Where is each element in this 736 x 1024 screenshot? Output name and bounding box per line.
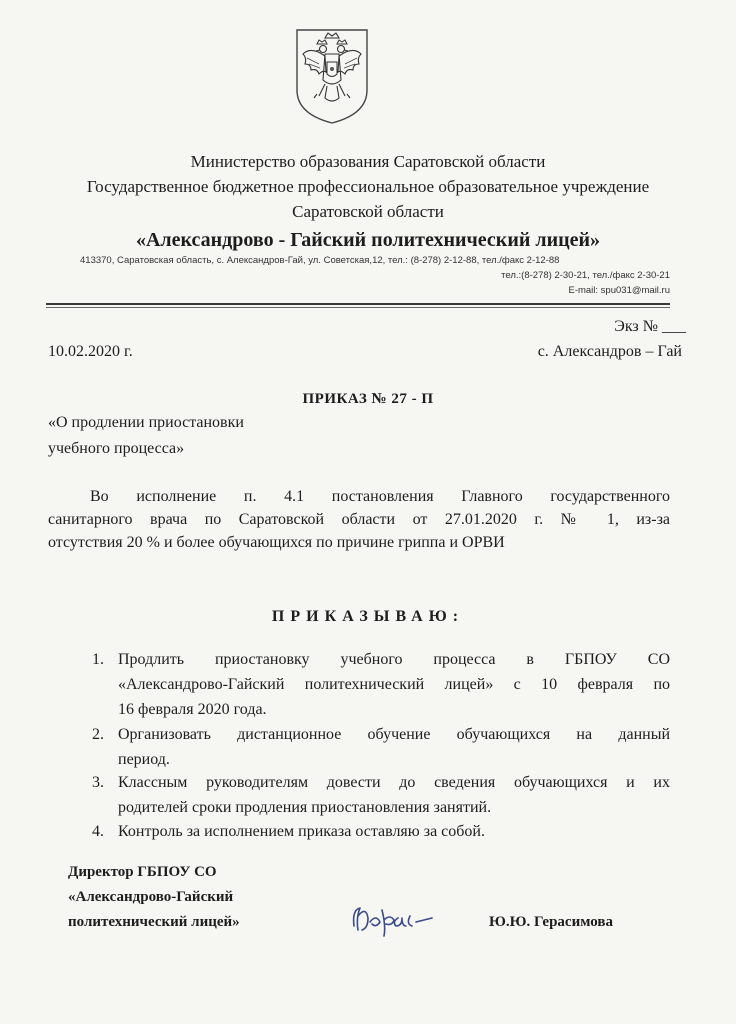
order-subject-line2: учебного процесса» [48,440,185,457]
preamble-line: Во исполнение п. 4.1 постановления Главного государственного [90,488,670,505]
item-line: «Александрово-Гайский политехнический лицей» с 10 февраля по [118,676,670,693]
item-line: Продлить приостановку учебного процесса в ГБПОУ СО [118,651,670,668]
school-address: 413370, Саратовская область, с. Александров-Гай, ул. Советская,12, тел.: (8-278) 2-12-88, тел./факс 2-12-88 [80,255,560,266]
ministry-name: Министерство образования Саратовской области [190,152,546,171]
item-line: период. [118,751,170,768]
school-phones: тел.:(8-278) 2-30-21, тел./факс 2-30-21 [501,270,670,281]
order-title: ПРИКАЗ № 27 - П [302,391,434,407]
item-line: Классным руководителям довести до сведения обучающихся и их [118,774,670,791]
order-place: с. Александров – Гай [537,343,682,360]
institution-region: Саратовской области [292,202,444,221]
coat-of-arms-icon [289,24,375,126]
signer-name: Ю.Ю. Герасимова [489,914,613,930]
decree-heading: ПРИКАЗЫВАЮ: [271,608,465,625]
item-number: 4. [92,823,104,840]
director-position: «Александрово-Гайский [68,889,234,905]
item-line: Контроль за исполнением приказа оставляю за собой. [118,823,485,840]
preamble-line: отсутствия 20 % и более обучающихся по причине гриппа и ОРВИ [48,534,505,551]
school-email: E-mail: spu031@mail.ru [568,285,670,296]
preamble-line: санитарного врача по Саратовской области от 27.01.2020 г. № 1, из-за [48,511,670,528]
school-name: «Александрово - Гайский политехнический лицей» [135,229,601,251]
item-number: 3. [92,774,104,791]
header-divider-thin [46,307,670,308]
handwritten-signature [346,896,438,942]
header-divider-thick [46,303,670,305]
director-position: политехнический лицей» [68,914,240,930]
order-subject-line1: «О продлении приостановки [48,414,244,431]
order-date: 10.02.2020 г. [48,343,133,360]
item-number: 2. [92,726,104,743]
director-position: Директор ГБПОУ СО [68,864,217,880]
item-line: родителей сроки продления приостановления занятий. [118,799,492,816]
item-number: 1. [92,651,104,668]
institution-type: Государственное бюджетное профессиональное образовательное учреждение [86,177,650,196]
copy-number: Экз № ___ [614,318,686,335]
item-line: 16 февраля 2020 года. [118,701,267,718]
item-line: Организовать дистанционное обучение обучающихся на данный [118,726,670,743]
